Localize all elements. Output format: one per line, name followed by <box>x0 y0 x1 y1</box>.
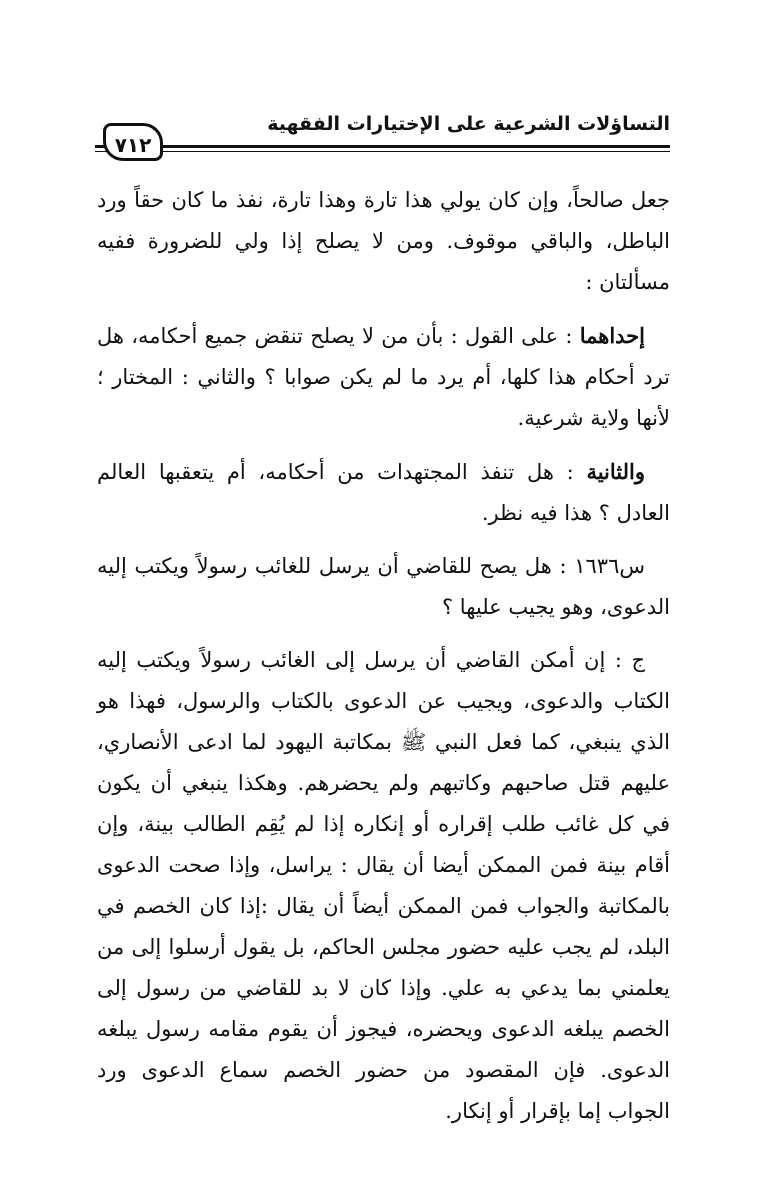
paragraph-second-issue <box>97 451 670 534</box>
running-header <box>95 105 670 165</box>
question-paragraph <box>97 546 670 628</box>
book-title: التساؤلات الشرعية على الإختيارات الفقهية <box>267 113 670 135</box>
paragraph-lead-term: والثانية <box>586 459 645 484</box>
page-body <box>97 180 670 1132</box>
answer-text: ج : إن أمكن القاضي أن يرسل إلى الغائب رسولاً ويكتب إليه الكتاب والدعوى، ويجيب عن الدعوى بالكتاب والرسول، فهذا هو الذي ينبغي، كما فعل النبي ﷺ بمكاتبة اليهود لما ادعى الأنصاري، عليهم قتل صاحبهم وكاتبهم ولم يحضرهم. وهكذا ينبغي أن يكون في كل غائب طلب إقراره أو إنكاره إذا لم يُقِم الطالب بينة، وإن أقام بينة فمن الممكن أيضا أن يقال : يراسل، وإذا صحت الدعوى بالمكاتبة والجواب فمن الممكن أيضاً أن يقال :إذا كان الخصم في البلد، لم يجب عليه حضور مجلس الحاكم، بل يقول أرسلوا إلى من يعلمني بما يدعي به علي. وإذا كان لا بد للقاضي من رسول إلى الخصم يبلغه الدعوى ويحضره، فيجوز أن يقوم مقامه رسول يبلغه الدعوى. فإن المقصود من حضور الخصم سماع الدعوى ورد الجواب إما بإقرار أو إنكار. <box>97 648 670 1123</box>
header-rule-thin <box>95 151 670 152</box>
header-rule <box>95 145 670 148</box>
paragraph-first-issue <box>97 315 670 439</box>
paragraph-text: : على القول : بأن من لا يصلح تنقض جميع أحكامه، هل ترد أحكام هذا كلها، أم يرد ما لم يكن صوابا ؟ والثاني : المختار ؛ لأنها ولاية شرعية. <box>97 324 670 430</box>
paragraph-text: جعل صالحاً، وإن كان يولي هذا تارة وهذا تارة، نفذ ما كان حقاً ورد الباطل، والباقي موقوف. ومن لا يصلح إذا ولي للضرورة ففيه مسألتان : <box>97 188 670 294</box>
page-number-badge: ٧١٢ <box>103 123 163 161</box>
paragraph-continuation <box>97 180 670 303</box>
answer-paragraph <box>97 640 670 1132</box>
paragraph-lead-term: إحداهما <box>579 323 645 348</box>
paragraph-text: : هل تنفذ المجتهدات من أحكامه، أم يتعقبها العالم العادل ؟ هذا فيه نظر. <box>97 460 670 525</box>
question-text: س١٦٣٦ : هل يصح للقاضي أن يرسل للغائب رسولاً ويكتب إليه الدعوى، وهو يجيب عليها ؟ <box>97 554 670 619</box>
